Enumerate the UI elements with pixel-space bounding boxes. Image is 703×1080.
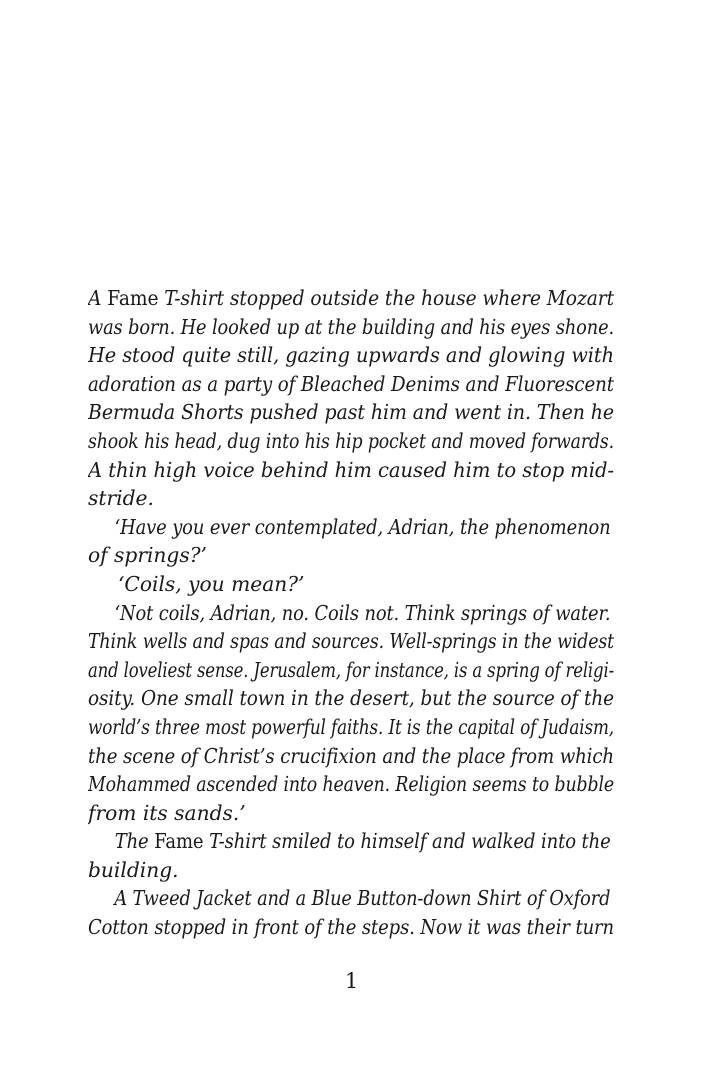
text-line bbox=[88, 284, 614, 313]
text-line: Cotton stopped in front of the steps. Now it was their turn bbox=[88, 915, 614, 940]
text-span: A bbox=[88, 286, 108, 310]
text-span: The bbox=[114, 829, 155, 854]
text-line: ‘Have you ever contemplated, Adrian, the phenomenon bbox=[114, 514, 611, 539]
text-line: from its sands.’ bbox=[88, 800, 246, 825]
paragraph-4 bbox=[88, 599, 614, 828]
show-title-fame: Fame bbox=[107, 286, 159, 310]
page-number: 1 bbox=[344, 969, 359, 993]
text-line: and loveliest sense. Jerusalem, for instance, is a spring of religi- bbox=[88, 657, 614, 682]
show-title-fame: Fame bbox=[154, 829, 204, 854]
paragraph-6 bbox=[88, 884, 614, 941]
text-line: was born. He looked up at the building and his eyes shone. bbox=[88, 314, 614, 339]
text-line: world’s three most powerful faiths. It is the capital of Judaism, bbox=[88, 714, 614, 739]
text-line: adoration as a party of Bleached Denims and Fluorescent bbox=[88, 371, 614, 396]
text-line: osity. One small town in the desert, but the source of the bbox=[88, 686, 614, 711]
text-line: He stood quite still, gazing upwards and glowing with bbox=[88, 343, 614, 368]
text-line: building. bbox=[88, 857, 179, 882]
body-text bbox=[88, 284, 614, 942]
text-span: T-shirt stopped outside the house where Mozart bbox=[158, 286, 614, 310]
text-line: Bermuda Shorts pushed past him and went in. Then he bbox=[88, 400, 614, 425]
text-line: of springs?’ bbox=[88, 543, 207, 568]
text-line: A Tweed Jacket and a Blue Button-down Shirt of Oxford bbox=[114, 886, 611, 911]
text-line: Mohammed ascended into heaven. Religion seems to bubble bbox=[88, 772, 614, 797]
text-line: A thin high voice behind him caused him to stop mid- bbox=[88, 457, 614, 482]
paragraph-1 bbox=[88, 284, 614, 513]
text-line bbox=[88, 827, 611, 856]
text-span: T-shirt smiled to himself and walked into the bbox=[203, 829, 611, 854]
paragraph-3 bbox=[88, 570, 614, 599]
text-line: ‘Coils, you mean?’ bbox=[118, 571, 305, 596]
text-line: shook his head, dug into his hip pocket and moved forwards. bbox=[88, 428, 614, 453]
text-line: stride. bbox=[88, 486, 154, 511]
text-line: the scene of Christ’s crucifixion and the place from which bbox=[88, 743, 614, 768]
text-line: Think wells and spas and sources. Well-springs in the widest bbox=[88, 629, 614, 654]
text-line: ‘Not coils, Adrian, no. Coils not. Think springs of water. bbox=[114, 600, 611, 625]
paragraph-2 bbox=[88, 513, 614, 570]
paragraph-5 bbox=[88, 827, 614, 884]
